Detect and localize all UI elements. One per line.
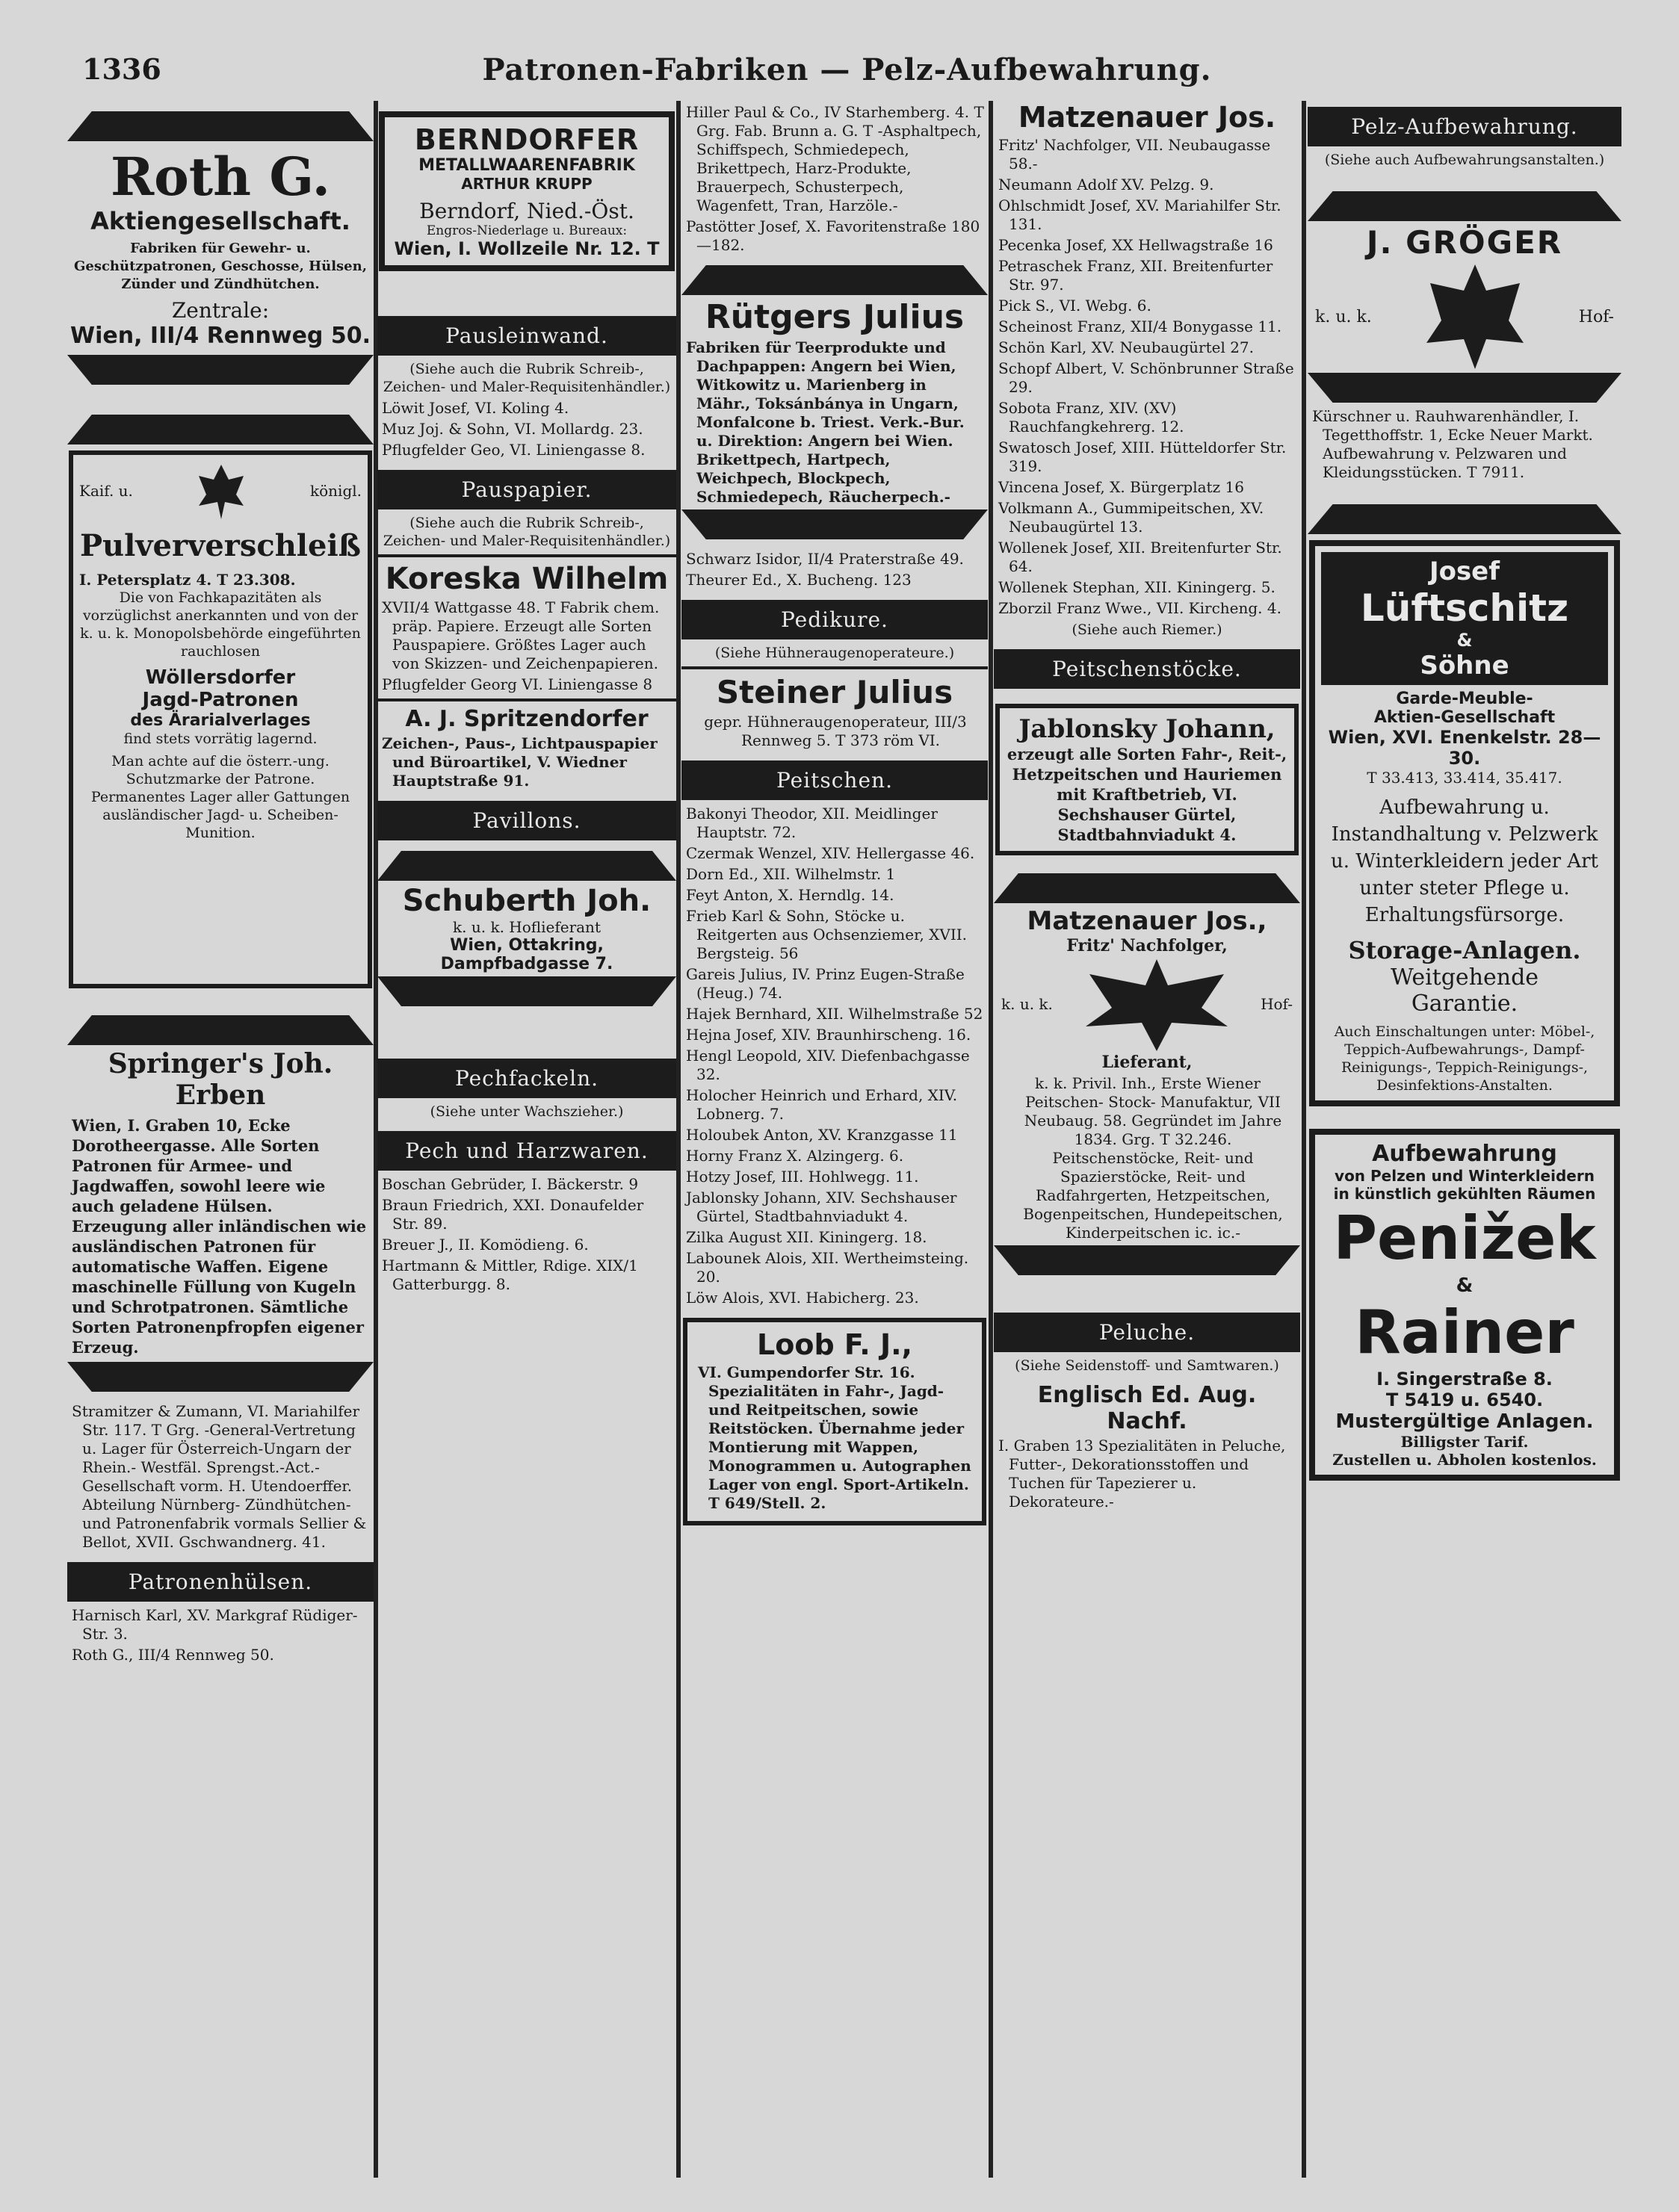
column-4 (994, 101, 1300, 2178)
list-item: Pflugfelder Geo, VI. Liniengasse 8. (382, 441, 646, 459)
luftschitz-storage: Storage-Anlagen. (1348, 936, 1581, 964)
ad-pulver-desc: Die von Fachkapazitäten als vorzüglichst anerkannten und von der k. u. k. Monopolsbehörde eingeführten rauchlosen (80, 589, 361, 660)
columns (67, 101, 1629, 2178)
ad-springer-name: Springer's Joh. Erben (108, 1048, 333, 1111)
list-item: Jablonsky Johann, XIV. Sechshauser Gürtel, Stadtbahnviadukt 4. (686, 1189, 957, 1225)
list-item: Braun Friedrich, XXI. Donaufelder Str. 89. (382, 1196, 644, 1233)
section-header: Peluche. (994, 1313, 1300, 1352)
column-rule (676, 101, 681, 2178)
list-item: Boschan Gebrüder, I. Bäckerstr. 9 (382, 1175, 639, 1193)
matzenauer-top-text: Fritz' Nachfolger, VII. Neubaugasse 58.- (998, 136, 1271, 173)
matzenauer-top-name: Matzenauer Jos. (1018, 101, 1276, 134)
list-item: Hejna Josef, XIV. Braunhirscheng. 16. (686, 1026, 971, 1044)
ad-pulver-konigl: königl. (310, 482, 362, 500)
koreska-name: Koreska Wilhelm (385, 562, 669, 596)
list-item: Dorn Ed., XII. Wilhelmstr. 1 (686, 865, 896, 883)
matzenauer-ad-name: Matzenauer Jos., (1027, 906, 1267, 936)
ad-berndorfer-name: BERNDORFER (414, 123, 640, 156)
list-item: Wollenek Stephan, XII. Kiningerg. 5. (998, 578, 1276, 596)
penizek-muster: Mustergültige Anlagen. (1335, 1410, 1594, 1433)
penizek-title2: von Pelzen und Winterkleidern (1335, 1167, 1595, 1185)
eagle-icon (1082, 955, 1231, 1053)
list-item: Stramitzer & Zumann, VI. Mariahilfer Str. 117. T Grg. -General-Vertretung u. Lager für Österreich-Ungarn der Rhein.- Westfäl. Sprengst.-Act.-Gesellschaft vorm. H. Utendoerffer. Abteilung Nürnberg- Zündhütchen- und Patronenfabrik vormals Sellier & Bellot, XVII. Gschwandnerg. 41. (72, 1402, 367, 1551)
ad-berndorfer-owner: ARTHUR KRUPP (461, 175, 593, 193)
section-header: Pedikure. (681, 600, 988, 639)
list-item: Petraschek Franz, XII. Breitenfurter Str. 97. (998, 257, 1273, 294)
luftschitz-garantie2: Garantie. (1411, 991, 1518, 1017)
ad-roth-desc: Fabriken für Gewehr- u. Geschützpatronen, Geschosse, Hülsen, Zünder und Zündhütchen. (74, 241, 367, 292)
penizek-title1: Aufbewahrung (1372, 1141, 1557, 1167)
list-item: Pflugfelder Georg VI. Liniengasse 8 (382, 675, 653, 693)
ad-berndorfer (379, 111, 675, 271)
luftschitz-amp: & (1456, 630, 1473, 651)
list-item: Hotzy Josef, III. Hohlwegg. 11. (686, 1168, 919, 1186)
list-item: Pastötter Josef, X. Favoritenstraße 180—182. (686, 217, 980, 254)
ad-pulver-note: Man achte auf die österr.-ung. Schutzmarke der Patrone. Permanentes Lager aller Gattungen ausländischer Jagd- u. Scheiben-Munition. (90, 753, 350, 841)
schuberth-sub: k. u. k. Hoflieferant (453, 918, 601, 936)
list-item: Neumann Adolf XV. Pelzg. 9. (998, 176, 1214, 193)
ad-ornament (681, 509, 988, 539)
section-header: Pechfackeln. (377, 1059, 676, 1098)
penizek-tarif: Billigster Tarif. (1400, 1433, 1529, 1451)
penizek-name2: Rainer (1355, 1298, 1574, 1367)
ad-berndorfer-sub: METALLWAARENFABRIK (418, 156, 635, 175)
penizek-phone: T 5419 u. 6540. (1385, 1390, 1544, 1410)
ad-ornament (377, 976, 676, 1006)
section-note: (Siehe auch Aufbewahrungsanstalten.) (1324, 152, 1605, 168)
ad-jablonsky (995, 704, 1299, 855)
list-item: Pecenka Josef, XX Hellwagstraße 16 (998, 236, 1273, 254)
schuberth-addr: Wien, Ottakring, Dampfbadgasse 7. (440, 936, 613, 973)
ad-ornament (377, 851, 676, 881)
list-item: Löwit Josef, VI. Koling 4. (382, 399, 569, 417)
section-header: Pech und Harzwaren. (377, 1131, 676, 1171)
list-item: Hartmann & Mittler, Rdige. XIX/1 Gatterburgg. 8. (382, 1257, 638, 1293)
column-5 (1308, 101, 1621, 2178)
ad-berndorfer-place: Berndorf, Nied.-Öst. (419, 199, 634, 223)
luftschitz-garantie1: Weitgehende (1390, 964, 1539, 991)
ad-pulver-tail: find stets vorrätig lagernd. (123, 731, 318, 747)
penizek-zustellen: Zustellen u. Abholen kostenlos. (1332, 1451, 1597, 1469)
ad-loob (683, 1318, 986, 1525)
ad-roth-sub: Aktiengesellschaft. (90, 207, 350, 235)
section-header: Peitschenstöcke. (994, 649, 1300, 689)
list-item: Hiller Paul & Co., IV Starhemberg. 4. T Grg. Fab. Brunn a. G. T -Asphaltpech, Schiffspech, Schmiedepech, Brikettpech, Harz-Produkte, Brauerpech, Schusterpech, Wagenfett, Tran, Harzöle.- (686, 103, 984, 214)
ad-penizek (1309, 1129, 1620, 1481)
luftschitz-first: Josef (1429, 557, 1500, 586)
section-header: Pavillons. (377, 801, 676, 840)
section-note: (Siehe Seidenstoff- und Samtwaren.) (1015, 1357, 1279, 1374)
ruetgers-text: Fabriken für Teerprodukte und Dachpappen: Angern bei Wien, Witkowitz u. Marienberg in Mähr., Toksánbánya in Ungarn, Monfalcone b. Triest. Verk.-Bur. u. Direktion: Angern bei Wien. Brikettpech, Hartpech, Weichpech, Blockpech, Schmiedepech, Räucherpech.- (686, 338, 965, 506)
page-number: 1336 (82, 52, 161, 86)
loob-name: Loob F. J., (757, 1328, 912, 1361)
list-item: Muz Joj. & Sohn, VI. Mollardg. 23. (382, 420, 643, 438)
list-item: Ohlschmidt Josef, XV. Mariahilfer Str. 131. (998, 196, 1281, 233)
page-title: Patronen-Fabriken — Pelz-Aufbewahrung. (482, 52, 1212, 87)
page-header (52, 52, 1642, 105)
list-item: Horny Franz X. Alzingerg. 6. (686, 1147, 904, 1165)
section-note: (Siehe auch die Rubrik Schreib-, Zeichen- und Maler-Requisitenhändler.) (383, 361, 671, 395)
luftschitz-phone: T 33.413, 33.414, 35.417. (1367, 769, 1562, 787)
eagle-icon (1423, 261, 1527, 373)
steiner-text: gepr. Hühneraugenoperateur, III/3 Rennweg 5. T 373 röm VI. (704, 713, 967, 749)
list-item: Zborzil Franz Wwe., VII. Kircheng. 4. (998, 599, 1281, 617)
ad-ornament (67, 1015, 374, 1045)
matzenauer-ad-text: k. k. Privil. Inh., Erste Wiener Peitschen- Stock- Manufaktur, VII Neubaug. 58. Gegründet im Jahre 1834. Grg. T 32.246. Peitschenstöcke, Reit- und Spazierstöcke, Reit- und Radfahrgerten, Hetzpeitschen, Bogenpeitschen, Hundepeitschen, Kinderpeitschen ic. ic.- (1023, 1074, 1283, 1242)
list-item: Schopf Albert, V. Schönbrunner Straße 29. (998, 359, 1294, 396)
ad-springer (67, 1048, 374, 1357)
list-item: Schön Karl, XV. Neubaugürtel 27. (998, 338, 1255, 356)
luftschitz-note: Auch Einschaltungen unter: Möbel-, Teppich-Aufbewahrungs-, Dampf-Reinigungs-, Teppich-Reinigungs-, Desinfektions-Anstalten. (1334, 1023, 1595, 1094)
list-item: Scheinost Franz, XII/4 Bonygasse 11. (998, 317, 1282, 335)
list-item: Roth G., III/4 Rennweg 50. (72, 1646, 274, 1664)
luftschitz-addr: Wien, XVI. Enenkelstr. 28—30. (1328, 727, 1601, 769)
ad-pulver-title: Pulververschleiß (79, 528, 362, 563)
list-item: Breuer J., II. Komödieng. 6. (382, 1236, 589, 1254)
list-item: Volkmann A., Gummipeitschen, XV. Neubaugürtel 13. (998, 499, 1264, 536)
luftschitz-text: Aufbewahrung u. Instandhaltung v. Pelzwerk u. Winterkleidern jeder Art unter steter Pflege u. Erhaltungsfürsorge. (1331, 796, 1598, 926)
column-rule (989, 101, 993, 2178)
luftschitz-firm1: Garde-Meuble- (1396, 690, 1533, 708)
list-item: Swatosch Josef, XIII. Hütteldorfer Str. 319. (998, 439, 1287, 475)
ad-springer-text: Wien, I. Graben 10, Ecke Dorotheergasse. Alle Sorten Patronen für Armee- und Jagdwaffen, sowohl leere wie auch geladene Hülsen. Erzeugung aller inländischen wie ausländischen Patronen für automatische Waffen. Eigene maschinelle Füllung von Kugeln und Schrotpatronen. Sämtliche Sorten Patronenpfropfen eigener Erzeug. (72, 1116, 367, 1357)
penizek-name1: Penižek (1333, 1203, 1596, 1273)
luftschitz-soehne: Söhne (1420, 651, 1509, 681)
list-item: Vincena Josef, X. Bürgerplatz 16 (998, 478, 1244, 496)
list-item: Holoubek Anton, XV. Kranzgasse 11 (686, 1126, 958, 1144)
list-item: Löw Alois, XVI. Habicherg. 23. (686, 1289, 919, 1307)
jablonsky-text: erzeugt alle Sorten Fahr-, Reit-, Hetzpeitschen und Hauriemen mit Kraftbetrieb, VI. Sechshauser Gürtel, Stadtbahnviadukt 4. (1007, 745, 1287, 844)
eagle-icon (195, 461, 247, 521)
list-item: Labounek Alois, XII. Wertheimsteing. 20. (686, 1249, 969, 1286)
ad-roth (67, 144, 374, 352)
list-item: Pick S., VI. Webg. 6. (998, 297, 1151, 315)
list-item: Frieb Karl & Sohn, Stöcke u. Reitgerten aus Ochsenziemer, XVII. Bergsteig. 56 (686, 907, 968, 962)
section-note: (Siehe unter Wachszieher.) (430, 1103, 624, 1120)
list-item: Wollenek Josef, XII. Breitenfurter Str. 64. (998, 539, 1282, 575)
jablonsky-name: Jablonsky Johann, (1018, 714, 1276, 744)
ad-berndorfer-engros: Engros-Niederlage u. Bureaux: (426, 223, 628, 238)
groeger-kuk: k. u. k. (1315, 307, 1372, 326)
steiner-name: Steiner Julius (716, 674, 953, 710)
ad-ornament (67, 1362, 374, 1392)
section-header: Pelz-Aufbewahrung. (1308, 107, 1621, 146)
column-rule (1302, 101, 1306, 2178)
ad-ornament (67, 415, 374, 444)
section-header: Peitschen. (681, 760, 988, 800)
ad-roth-name: Roth G. (110, 146, 331, 208)
penizek-addr: I. Singerstraße 8. (1376, 1369, 1553, 1390)
column-3 (681, 101, 988, 2178)
englisch-name: Englisch Ed. Aug. Nachf. (1037, 1382, 1257, 1434)
matzenauer-ad-kuk: k. u. k. (1001, 995, 1053, 1013)
column-1 (67, 101, 374, 2178)
groeger-hof: Hof- (1578, 307, 1614, 326)
ad-ornament (1308, 191, 1621, 221)
ad-ornament (1308, 504, 1621, 534)
section-note: (Siehe auch Riemer.) (1072, 622, 1222, 638)
ad-ornament (1308, 373, 1621, 403)
section-header: Patronenhülsen. (67, 1562, 374, 1602)
ad-berndorfer-addr: Wien, I. Wollzeile Nr. 12. T (394, 238, 660, 259)
ad-ornament (994, 1245, 1300, 1275)
ad-pulver-brand2: Jagd-Patronen (142, 689, 299, 711)
list-item: Holocher Heinrich und Erhard, XIV. Lobnerg. 7. (686, 1086, 958, 1123)
ruetgers-name: Rütgers Julius (705, 298, 965, 336)
ad-pulver-kaif: Kaif. u. (79, 482, 133, 500)
penizek-amp: & (1456, 1274, 1474, 1297)
ad-ornament (67, 111, 374, 141)
section-header: Pausleinwand. (377, 316, 676, 356)
matzenauer-ad-sub: Fritz' Nachfolger, (1066, 936, 1228, 955)
schuberth-name: Schuberth Joh. (402, 884, 652, 918)
section-note: (Siehe Hühneraugenoperateure.) (714, 645, 955, 661)
ad-pulver-brand1: Wöllersdorfer (145, 666, 296, 689)
section-note: (Siehe auch die Rubrik Schreib-, Zeichen- und Maler-Requisitenhändler.) (383, 515, 671, 549)
list-item: Theurer Ed., X. Bucheng. 123 (686, 571, 912, 589)
list-item: Sobota Franz, XIV. (XV) Rauchfangkehrerg. 12. (998, 399, 1184, 436)
section-header: Pauspapier. (377, 470, 676, 509)
list-item: Schwarz Isidor, II/4 Praterstraße 49. (686, 550, 964, 568)
englisch-text: I. Graben 13 Spezialitäten in Peluche, Futter-, Dekorationsstoffen und Tuchen für Tapezierer u. Dekorateure.- (998, 1437, 1286, 1511)
ad-ornament (994, 873, 1300, 903)
ad-roth-zentrale: Zentrale: (171, 298, 270, 323)
spritzendorfer-name: A. J. Spritzendorfer (405, 706, 649, 732)
koreska-text: XVII/4 Wattgasse 48. T Fabrik chem. präp. Papiere. Erzeugt alle Sorten Pauspapiere. Größtes Lager auch von Skizzen- und Zeichenpapieren. (382, 598, 660, 672)
matzenauer-ad-hof: Hof- (1261, 995, 1293, 1013)
loob-text: VI. Gumpendorfer Str. 16. Spezialitäten in Fahr-, Jagd- und Reitpeitschen, sowie Reitstöcken. Übernahme jeder Montierung mit Wappen, Monogrammen u. Autographen Lager von engl. Sport-Artikeln. T 649/Stell. 2. (698, 1363, 971, 1512)
list-item: Czermak Wenzel, XIV. Hellergasse 46. (686, 844, 975, 862)
penizek-title3: in künstlich gekühlten Räumen (1333, 1185, 1596, 1203)
ad-luftschitz (1309, 540, 1620, 1106)
list-item: Zilka August XII. Kiningerg. 18. (686, 1228, 927, 1246)
ad-pulver-addr: I. Petersplatz 4. T 23.308. (79, 571, 296, 589)
ad-ornament (67, 355, 374, 385)
list-item: Harnisch Karl, XV. Markgraf Rüdiger-Str. 3. (72, 1606, 358, 1643)
ad-pulver-brand3: des Ärarialverlages (130, 711, 311, 730)
list-item: Bakonyi Theodor, XII. Meidlinger Hauptstr. 72. (686, 805, 938, 841)
spritzendorfer-text: Zeichen-, Paus-, Lichtpauspapier und Büroartikel, V. Wiedner Hauptstraße 91. (382, 734, 658, 790)
groeger-text: Kürschner u. Rauhwarenhändler, I. Tegetthoffstr. 1, Ecke Neuer Markt. Aufbewahrung v. Pelzwaren und Kleidungsstücken. T 7911. (1312, 407, 1593, 481)
ad-roth-addr: Wien, III/4 Rennweg 50. (70, 323, 371, 349)
groeger-name: J. GRÖGER (1366, 224, 1563, 261)
column-2 (377, 101, 676, 2178)
matzenauer-ad-lief: Lieferant, (1101, 1053, 1193, 1072)
luftschitz-name: Lüftschitz (1360, 586, 1569, 630)
luftschitz-firm2: Aktien-Gesellschaft (1373, 708, 1556, 727)
ad-pulververschleiss (69, 450, 372, 988)
list-item: Feyt Anton, X. Herndlg. 14. (686, 886, 894, 904)
list-item: Hajek Bernhard, XII. Wilhelmstraße 52 (686, 1005, 983, 1023)
list-item: Gareis Julius, IV. Prinz Eugen-Straße (Heug.) 74. (686, 965, 965, 1002)
list-item: Hengl Leopold, XIV. Diefenbachgasse 32. (686, 1047, 970, 1083)
ad-ornament (681, 265, 988, 295)
